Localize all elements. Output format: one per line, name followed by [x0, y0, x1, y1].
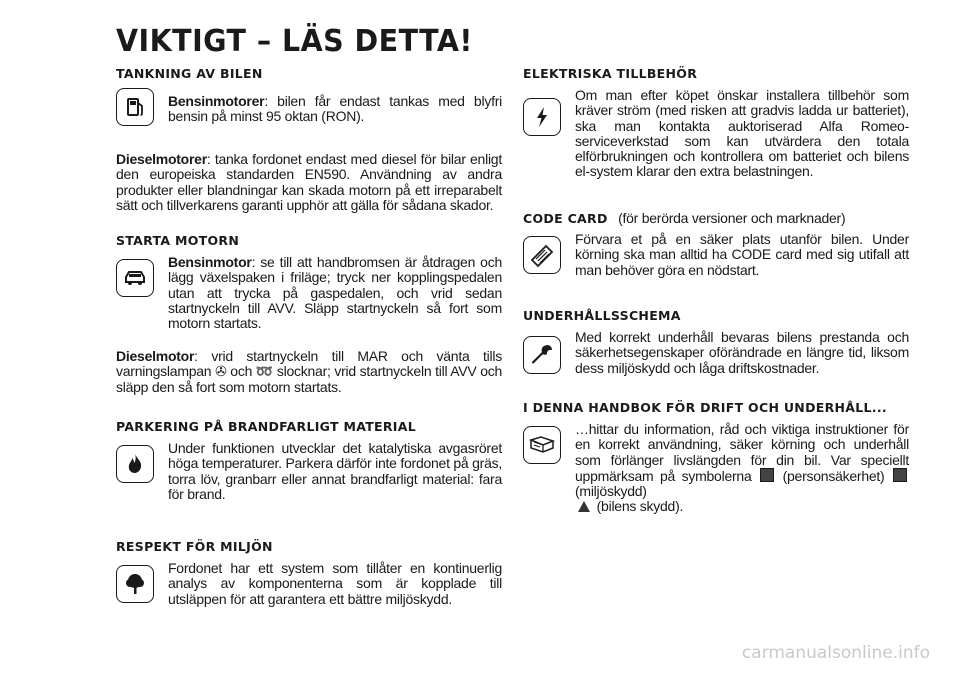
start-bensin-body: : se till att handbromsen är åtdragen och lägg växelspaken i friläge; tryck ner kopplingspedalen utan att trycka på gaspedalen, och vrid sedan startnyckeln till AVV. Släpp startnyckeln så fort som motorn startats.	[168, 254, 502, 332]
tank-bensin-text	[168, 94, 502, 125]
start-diesel-text	[116, 349, 502, 395]
personal-safety-icon	[760, 468, 774, 482]
warning-lamp-icon: ✇	[215, 363, 227, 380]
section-elec	[523, 66, 909, 196]
start-diesel-body-b: slocknar; vrid startnyckeln till AVV och släpp den så fort som motorn startats.	[116, 363, 503, 395]
tank-bensin-bold: Bensinmotorer	[168, 93, 265, 109]
book-text-d: (bilens skydd).	[596, 498, 684, 515]
car-icon	[116, 259, 154, 297]
start-bensin-text	[168, 255, 502, 331]
env-heading: RESPEKT FÖR MILJÖN	[116, 539, 273, 555]
start-diesel-body-a: : vrid startnyckeln till MAR och vänta tills varningslampan	[116, 348, 502, 380]
tank-diesel-text	[116, 152, 502, 213]
book-text	[575, 422, 909, 515]
book-heading: I DENNA HANDBOK FÖR DRIFT OCH UNDERHÅLL...	[523, 400, 887, 415]
book-text-c: (miljöskydd)	[575, 483, 647, 500]
parking-text: Under funktionen utvecklar det katalytiska avgasröret höga temperaturer. Parkera därför inte fordonet på gräs, torra löv, granbarr eller annat brandfarligt material: fara för brand.	[168, 440, 502, 502]
start-diesel-och: och	[230, 363, 253, 380]
code-text: Förvara et på en säker plats utanför bilen. Under körning ska man alltid ha CODE card med sig utifall att man behöver göra en nödstart.	[575, 231, 909, 278]
section-env	[116, 539, 502, 609]
start-heading: STARTA MOTORN	[116, 233, 240, 249]
start-diesel-bold: Dieselmotor	[116, 348, 195, 365]
lightning-icon	[523, 98, 561, 136]
book-text-b: (personsäkerhet)	[782, 467, 885, 484]
section-book	[523, 400, 909, 515]
parking-heading: PARKERING PÅ BRANDFARLIGT MATERIAL	[116, 419, 417, 435]
env-text: Fordonet har ett system som tillåter en kontinuerlig analys av komponenterna som är kopplade till utsläppen för att garantera ett bättre miljöskydd.	[168, 560, 502, 607]
elec-text: Om man efter köpet önskar installera tillbehör som kräver ström (med risken att gradvis ladda ur batteriet), ska man kontakta auktoriserad Alfa Romeo-serviceverkstad som kan utvärdera den totala elförbrukningen och kontrollera om batteriet och bilens el-system klarar den extra belastningen.	[575, 87, 909, 180]
open-book-icon	[523, 426, 561, 464]
fuel-pump-icon	[116, 88, 154, 126]
glow-plug-icon: ➿	[255, 363, 274, 380]
code-heading: CODE CARD	[523, 211, 608, 226]
left-column	[116, 66, 502, 609]
tank-diesel-bold: Dieselmotorer	[116, 151, 207, 167]
tank-diesel-body: : tanka fordonet endast med diesel för bilar enligt den europeiska standarden EN590. Användning av andra produkter eller blandningar kan skada motorn på ett irreparabelt sätt och tillverkarens garanti upphör att gälla för sådana skador.	[116, 151, 502, 213]
code-card-icon	[523, 236, 561, 274]
right-column	[523, 66, 909, 515]
page-title: VIKTIGT – LÄS DETTA!	[116, 24, 473, 59]
section-tank	[116, 66, 502, 152]
book-text-a: …hittar du information, råd och viktiga instruktioner för en korrekt användning, säker körning och underhåll som förlänger livslängden för din bil. Var speciellt uppmärksam på symbolerna	[575, 421, 909, 484]
section-code	[523, 210, 909, 296]
environment-icon	[893, 468, 907, 482]
vehicle-protection-icon	[578, 501, 590, 512]
section-parking	[116, 419, 502, 515]
wrench-icon	[523, 336, 561, 374]
maint-text: Med korrekt underhåll bevaras bilens prestanda och säkerhetsegenskaper oförändrade en längre tid, liksom dess miljöskydd och låga driftskostnader.	[575, 329, 909, 376]
section-maint	[523, 308, 909, 392]
section-start	[116, 233, 502, 349]
fire-icon	[116, 445, 154, 483]
code-heading-note: (för berörda versioner och marknader)	[618, 210, 846, 226]
tank-heading: TANKNING AV BILEN	[116, 66, 263, 81]
watermark: carmanualsonline.info	[741, 643, 930, 663]
start-bensin-bold: Bensinmotor	[168, 254, 252, 271]
tank-bensin-body: : bilen får endast tankas med blyfri bensin på minst 95 oktan (RON).	[168, 93, 502, 125]
maint-heading: UNDERHÅLLSSCHEMA	[523, 308, 681, 323]
tree-icon	[116, 565, 154, 603]
elec-heading: ELEKTRISKA TILLBEHÖR	[523, 66, 698, 81]
